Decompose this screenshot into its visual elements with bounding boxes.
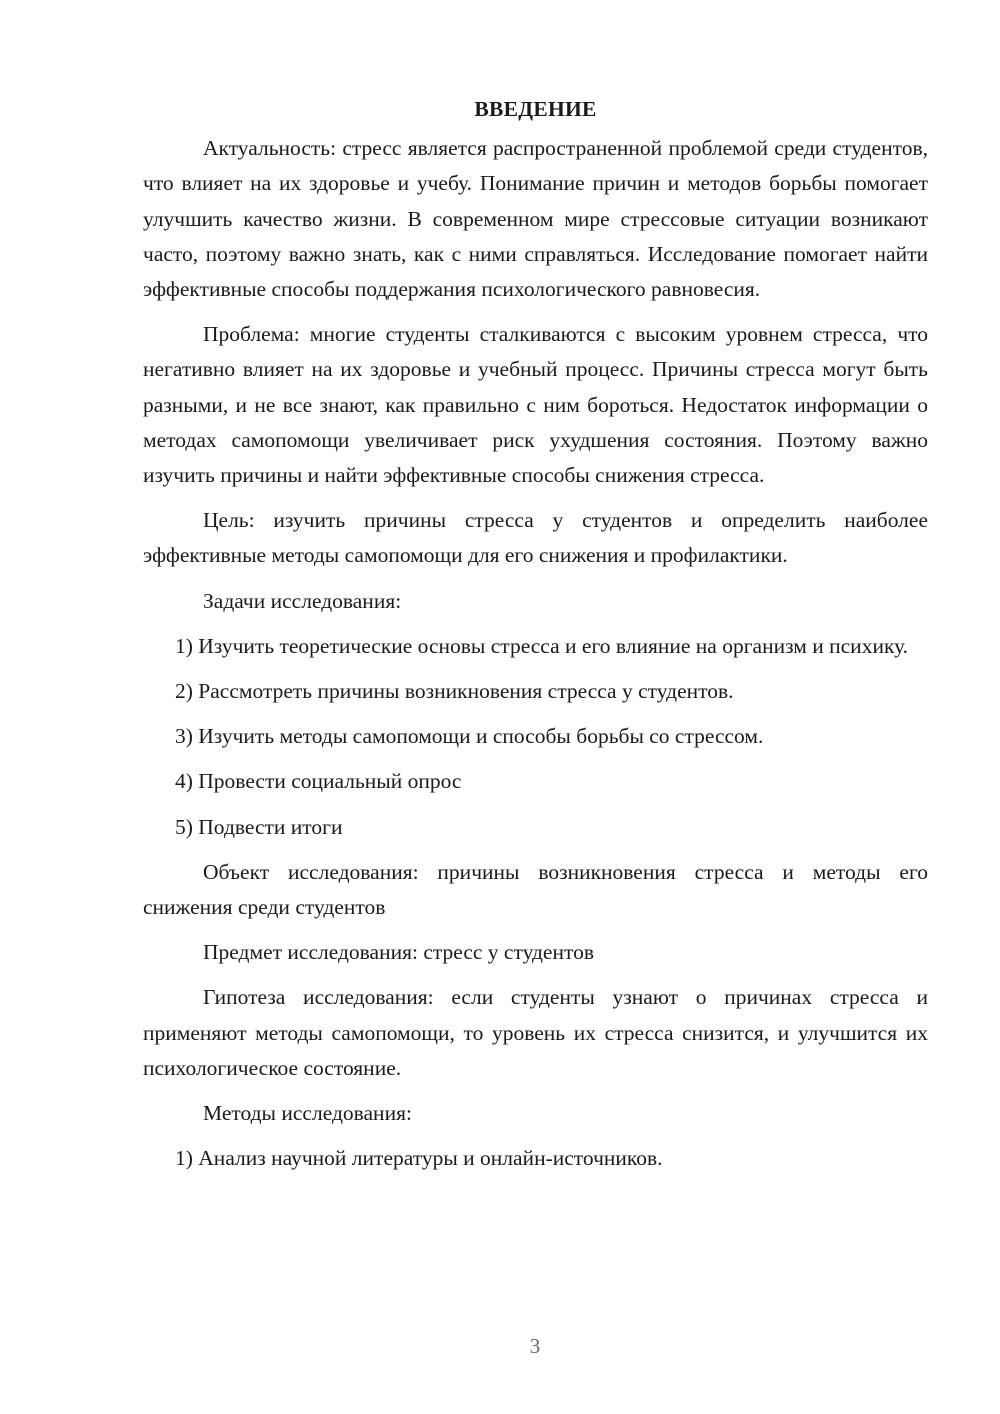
paragraph-hypothesis: Гипотеза исследования: если студенты узнают о причинах стресса и применяют методы самопомощи, то уровень их стресса снизится, и улучшится их психологическое состояние.: [143, 985, 928, 1080]
task-item-4: 4) Провести социальный опрос: [175, 769, 462, 794]
paragraph-relevance: Актуальность: стресс является распространенной проблемой среди студентов, что влияет на их здоровье и учебу. Понимание причин и методов борьбы помогает улучшить качество жизни. В современном мире стрессовые ситуации возникают часто, поэтому важно знать, как с ними справляться. Исследование помогает найти эффективные способы поддержания психологического равновесия.: [143, 136, 928, 302]
document-page: [143, 92, 928, 1186]
paragraph-goal: Цель: изучить причины стресса у студентов и определить наиболее эффективные методы самопомощи для его снижения и профилактики.: [143, 508, 928, 568]
task-item-3: 3) Изучить методы самопомощи и способы борьбы со стрессом.: [175, 724, 764, 749]
task-item-5: 5) Подвести итоги: [175, 814, 343, 839]
methods-heading: Методы исследования:: [203, 1101, 412, 1126]
page-title: ВВЕДЕНИЕ: [474, 97, 597, 121]
task-item-1: 1) Изучить теоретические основы стресса и его влияние на организм и психику.: [175, 633, 909, 658]
paragraph-problem: Проблема: многие студенты сталкиваются с высоким уровнем стресса, что негативно влияет на их здоровье и учебный процесс. Причины стресса могут быть разными, и не все знают, как правильно с ним бороться. Недостаток информации о методах самопомощи увеличивает риск ухудшения состояния. Поэтому важно изучить причины и найти эффективные способы снижения стресса.: [143, 322, 928, 488]
task-item-2: 2) Рассмотреть причины возникновения стресса у студентов.: [175, 679, 734, 704]
paragraph-subject: Предмет исследования: стресс у студентов: [203, 940, 594, 965]
tasks-heading: Задачи исследования:: [203, 588, 402, 613]
paragraph-object: Объект исследования: причины возникновения стресса и методы его снижения среди студентов: [143, 859, 928, 920]
method-item-1: 1) Анализ научной литературы и онлайн-источников.: [175, 1146, 663, 1171]
page-number: 3: [529, 1334, 541, 1358]
